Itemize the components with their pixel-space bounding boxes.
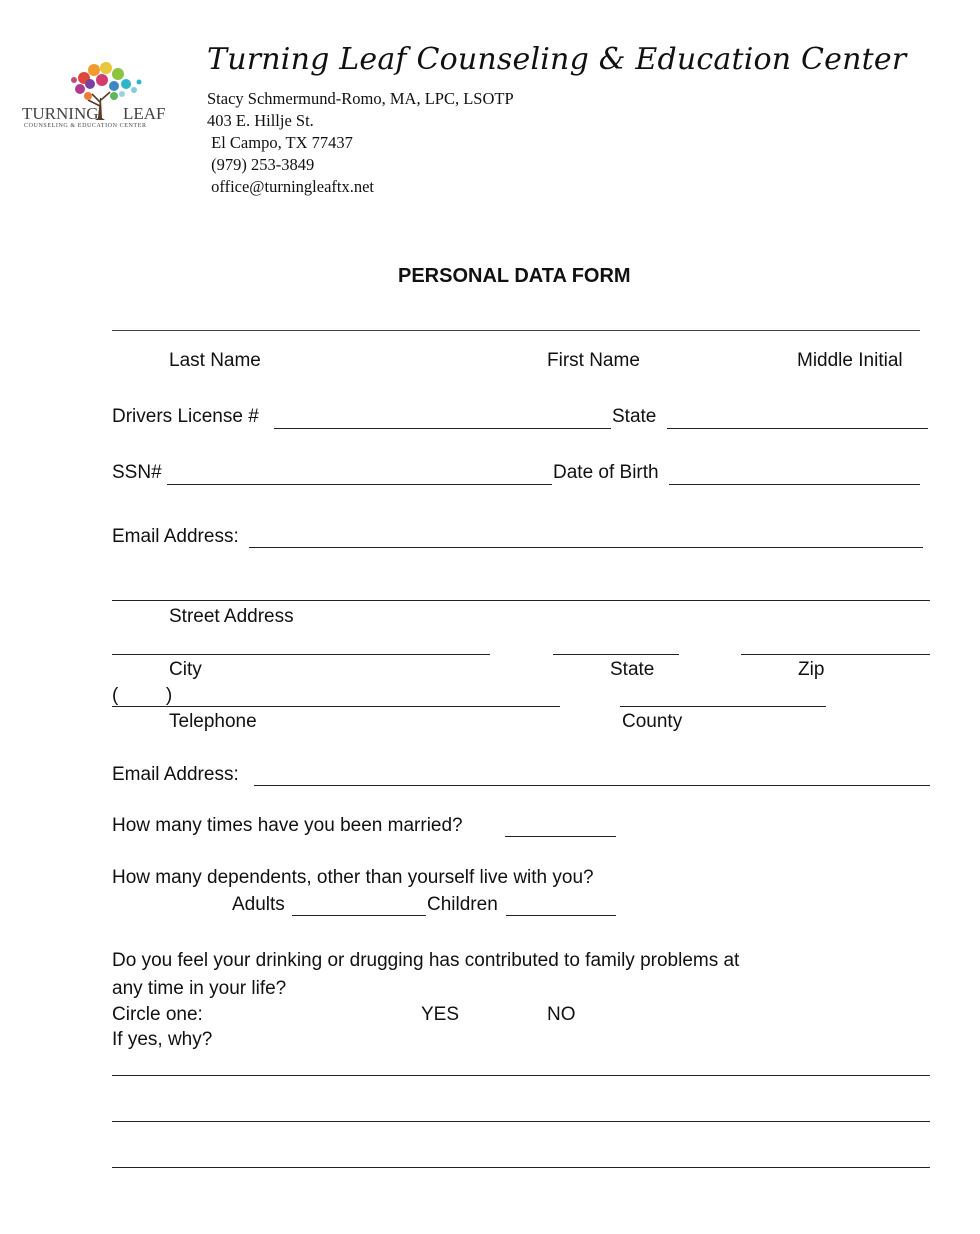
- name-line[interactable]: [112, 330, 920, 331]
- logo-wordmark-right: LEAF: [123, 104, 166, 123]
- county-label: County: [622, 711, 683, 732]
- children-field[interactable]: [506, 915, 616, 916]
- children-label: Children: [427, 894, 498, 915]
- no-option[interactable]: NO: [547, 1004, 576, 1025]
- if-yes-why-label: If yes, why?: [112, 1029, 213, 1050]
- dl-state-field[interactable]: [667, 428, 928, 429]
- drinking-question-line-2: any time in your life?: [112, 978, 287, 999]
- form-title: PERSONAL DATA FORM: [398, 265, 631, 287]
- email-field-1[interactable]: [249, 547, 923, 548]
- adults-label: Adults: [232, 894, 285, 915]
- org-title: Turning Leaf Counseling & Education Center: [207, 42, 907, 77]
- zip-field[interactable]: [741, 654, 930, 655]
- address-line-3: El Campo, TX 77437: [207, 133, 353, 152]
- email-label-1: Email Address:: [112, 526, 239, 547]
- address-line-5: office@turningleaftx.net: [207, 177, 374, 196]
- email-label-2: Email Address:: [112, 764, 239, 785]
- why-answer-line-2[interactable]: [112, 1121, 930, 1122]
- state-field[interactable]: [553, 654, 679, 655]
- dl-state-label: State: [612, 406, 657, 427]
- area-code-parens: ( ): [112, 685, 173, 706]
- dependents-question: How many dependents, other than yourself live with you?: [112, 867, 594, 888]
- street-address-field[interactable]: [112, 600, 930, 601]
- telephone-field[interactable]: [112, 706, 560, 707]
- last-name-label: Last Name: [169, 350, 261, 371]
- county-field[interactable]: [620, 706, 826, 707]
- telephone-label: Telephone: [169, 711, 257, 732]
- first-name-label: First Name: [547, 350, 640, 371]
- email-field-2[interactable]: [254, 785, 930, 786]
- drinking-question-line-1: Do you feel your drinking or drugging has contributed to family problems at: [112, 950, 740, 971]
- ssn-label: SSN#: [112, 462, 162, 483]
- turning-leaf-logo: [22, 58, 172, 136]
- logo-wordmark-left: TURNING: [22, 104, 99, 123]
- middle-initial-label: Middle Initial: [797, 350, 903, 371]
- why-answer-line-1[interactable]: [112, 1075, 930, 1076]
- yes-option[interactable]: YES: [421, 1004, 460, 1025]
- dob-label: Date of Birth: [553, 462, 659, 483]
- married-field[interactable]: [505, 836, 616, 837]
- dob-field[interactable]: [669, 484, 920, 485]
- drivers-license-label: Drivers License #: [112, 406, 259, 427]
- address-block: [207, 88, 514, 198]
- drivers-license-field[interactable]: [274, 428, 611, 429]
- circle-one-label: Circle one:: [112, 1004, 203, 1025]
- street-address-label: Street Address: [169, 606, 294, 627]
- state-label: State: [610, 659, 655, 680]
- ssn-field[interactable]: [167, 484, 552, 485]
- address-line-1: Stacy Schmermund-Romo, MA, LPC, LSOTP: [207, 89, 514, 108]
- married-question: How many times have you been married?: [112, 815, 463, 836]
- address-line-2: 403 E. Hillje St.: [207, 111, 314, 130]
- adults-field[interactable]: [292, 915, 426, 916]
- address-line-4: (979) 253-3849: [207, 155, 315, 174]
- logo-tagline: COUNSELING & EDUCATION CENTER: [24, 123, 147, 129]
- city-field[interactable]: [112, 654, 490, 655]
- city-label: City: [169, 659, 202, 680]
- zip-label: Zip: [798, 659, 825, 680]
- why-answer-line-3[interactable]: [112, 1167, 930, 1168]
